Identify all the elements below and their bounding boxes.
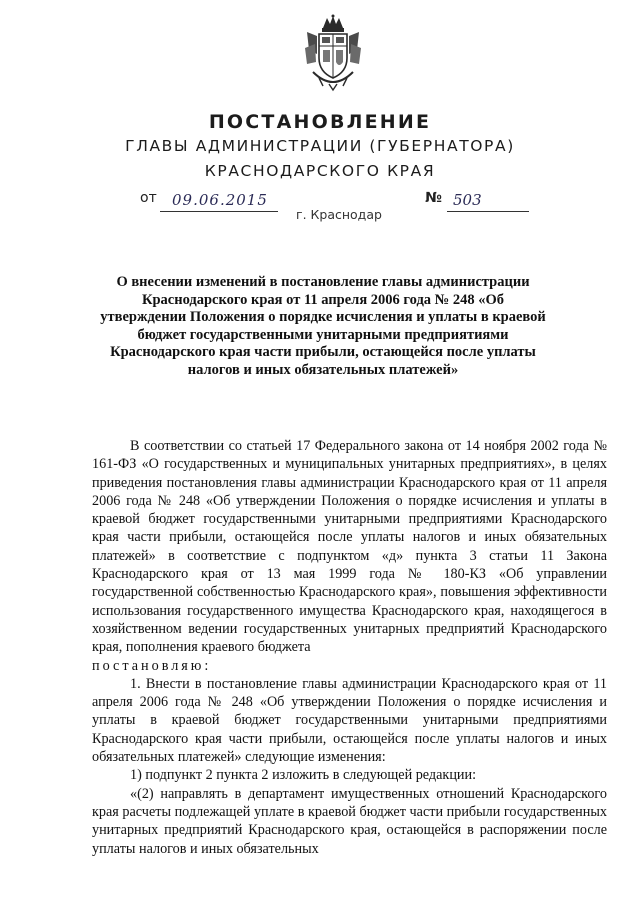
- number-value: 503: [453, 191, 482, 209]
- item-1-paragraph: 1. Внести в постановление главы администрации Краснодарского края от 11 апреля 2006 года № 248 «Об утверждении Положения о порядке исчисления и уплаты в краевой бюджет государственными унитарными предприятиями Краснодарского края части прибыли, остающейся после уплаты налогов и иных обязательных платежей» следующие изменения:: [92, 675, 607, 766]
- city-label: г. Краснодар: [296, 207, 382, 222]
- coat-of-arms-emblem: [301, 14, 365, 94]
- date-label: от: [140, 190, 157, 206]
- quoted-text-paragraph: «(2) направлять в департамент имущественных отношений Краснодарского края расчеты подлежащей уплате в краевой бюджет части прибыли государственных унитарных предприятий Краснодарского края, остающейся в распоряжении после уплаты налогов и иных обязательных: [92, 785, 607, 857]
- number-field: [447, 191, 529, 212]
- document-title: О внесении изменений в постановление главы администрации Краснодарского края от 11 апреля 2006 года № 248 «Об утверждении Положения о порядке исчисления и уплаты в краевой бюджет государственными унитарными предприятиями Краснодарского края части прибыли, остающейся после уплаты налогов и иных обязательных платежей»: [100, 274, 546, 378]
- date-value: 09.06.2015: [172, 191, 268, 209]
- date-field: [160, 191, 278, 212]
- authority-line-1: ГЛАВЫ АДМИНИСТРАЦИИ (ГУБЕРНАТОРА): [125, 137, 515, 155]
- document-type-heading: ПОСТАНОВЛЕНИЕ: [208, 111, 432, 133]
- number-label: №: [425, 190, 442, 206]
- document-body: [92, 437, 607, 858]
- decree-word: постановляю:: [92, 657, 212, 674]
- preamble-paragraph: В соответствии со статьей 17 Федерального закона от 14 ноября 2002 года № 161-ФЗ «О государственных и муниципальных унитарных предприятиях», в целях приведения постановления главы администрации Краснодарского края от 11 апреля 2006 года № 248 «Об утверждении Положения о порядке исчисления и уплаты в краевой бюджет государственными унитарными предприятиями Краснодарского края части прибыли, остающейся после уплаты налогов и иных обязательных платежей» в соответствие с подпунктом «д» пункта 3 статьи 11 Закона Краснодарского края от 13 мая 1999 года № 180-КЗ «Об управлении государственной собственностью Краснодарского края», повышения эффективности использования государственного имущества Краснодарского края, находящегося в хозяйственном ведении государственных унитарных предприятий Краснодарского края, пополнения краевого бюджета: [92, 438, 607, 656]
- authority-line-2: КРАСНОДАРСКОГО КРАЯ: [204, 162, 436, 180]
- item-1-subitem-1: 1) подпункт 2 пункта 2 изложить в следующей редакции:: [130, 767, 477, 784]
